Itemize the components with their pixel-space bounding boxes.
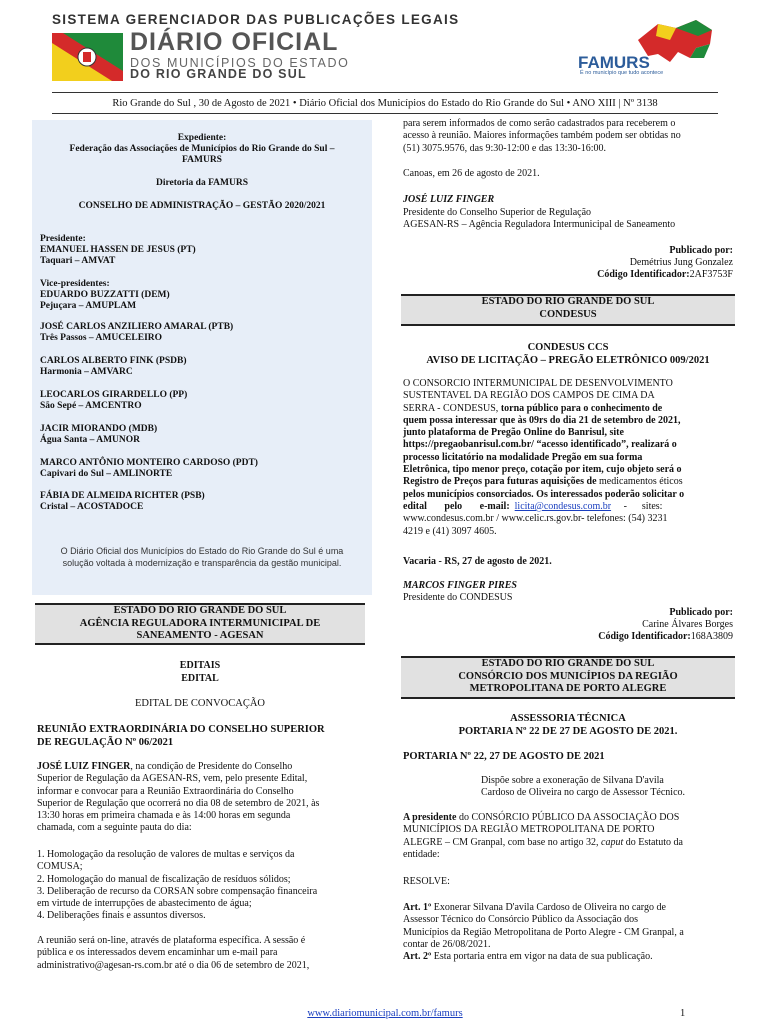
vice-president-place: Pejuçara – AMUPLAM <box>40 301 137 311</box>
convocation-text: Superior de Regulação que ocorrerá no dia 08 de setembro de 2021, às <box>37 797 320 809</box>
vice-president-name: FÁBIA DE ALMEIDA RICHTER (PSB) <box>40 491 205 501</box>
page-number: 1 <box>680 1008 686 1019</box>
preamble-text: MUNICÍPIOS DA REGIÃO METROPOLITANA DE PORTO <box>403 824 655 836</box>
condesus-signatory-role: Presidente do CONDESUS <box>403 592 513 603</box>
cm-granpal-section-header <box>401 656 735 699</box>
summary-text: Dispõe sobre a exoneração de Silvana D'avila <box>481 775 664 786</box>
vice-president-name: JOSÉ CARLOS ANZILIERO AMARAL (PTB) <box>40 322 234 332</box>
agesan-place-date: Canoas, em 26 de agosto de 2021. <box>403 168 540 179</box>
vice-president-name: EDUARDO BUZZATTI (DEM) <box>40 290 170 300</box>
agesan-bar-line-1: ESTADO DO RIO GRANDE DO SUL <box>113 605 287 616</box>
expediente-conselho: CONSELHO DE ADMINISTRAÇÃO – GESTÃO 2020/2021 <box>78 201 326 211</box>
vice-presidents-title: Vice-presidentes: <box>40 279 110 289</box>
expediente-federation: Federação das Associações de Municípios do Rio Grande do Sul – <box>69 144 335 154</box>
convocation-text: 13:30 horas em primeira chamada e às 14:00 horas em segunda <box>37 810 291 822</box>
vice-president-place: Harmonia – AMVARC <box>40 367 133 377</box>
agesan-signatory-org: AGESAN-RS – Agência Reguladora Intermunicipal de Saneamento <box>403 219 676 230</box>
agesan-signatory-name: JOSÉ LUIZ FINGER <box>403 194 495 205</box>
cm-bar-line-1: ESTADO DO RIO GRANDE DO SUL <box>481 658 655 669</box>
notice-text: www.condesus.com.br / www.celic.rs.gov.br- telefones: (54) 3231 <box>403 513 668 525</box>
vice-president-place: São Sepé – AMCENTRO <box>40 401 142 411</box>
agesan-identifier <box>403 269 733 281</box>
vice-president-place: Cristal – ACOSTADOCE <box>40 502 144 512</box>
reuniao-heading-2: DE REGULAÇÃO Nº 06/2021 <box>37 737 174 748</box>
portaria-preamble <box>403 812 733 861</box>
cm-heading-1: ASSESSORIA TÉCNICA <box>510 713 626 724</box>
vice-president-place: Capivari do Sul – AMLINORTE <box>40 469 173 479</box>
agesan-section-header <box>35 603 365 645</box>
header-top-rule <box>52 92 718 93</box>
cm-bar-line-3: METROPOLITANA DE PORTO ALEGRE <box>469 683 667 694</box>
identifier-code: 2AF3753F <box>689 269 733 280</box>
notice-text: SUSTENTAVEL DA REGIÃO DOS CAMPOS DE CIMA DA <box>403 390 655 402</box>
president-name: EMANUEL HASSEN DE JESUS (PT) <box>40 245 196 255</box>
agesan-signatory-role: Presidente do Conselho Superior de Regulação <box>403 207 592 218</box>
agesan-publisher-name: Demétrius Jung Gonzalez <box>629 257 733 268</box>
convocation-text: chamada, com a seguinte pauta do dia: <box>37 822 192 834</box>
portaria-summary <box>481 775 733 800</box>
agesan-published-by-label: Publicado por: <box>669 245 733 256</box>
condesus-place-date: Vacaria - RS, 27 de agosto de 2021. <box>403 556 552 567</box>
notice-text: quem possa interessar que às 09rs do dia 21 de setembro de 2021, <box>403 414 681 426</box>
vice-president-place: Água Santa – AMUNOR <box>40 435 141 445</box>
condesus-heading-1: CONDESUS CCS <box>527 342 609 353</box>
diario-subtitle-2: DO RIO GRANDE DO SUL <box>130 67 307 81</box>
notice-text: SERRA - CONDESUS, <box>403 402 501 414</box>
condesus-bar-line-2: CONDESUS <box>539 308 597 320</box>
vice-president-name: CARLOS ALBERTO FINK (PSDB) <box>40 356 187 366</box>
resolve-label: RESOLVE: <box>403 876 450 887</box>
article-text: Exonerar Silvana D'avila Cardoso de Oliveira no cargo de <box>431 902 666 913</box>
condesus-publisher-name: Carine Álvares Borges <box>642 619 733 630</box>
president-place: Taquari – AMVAT <box>40 256 116 266</box>
diario-title: DIÁRIO OFICIAL <box>130 28 339 56</box>
agesan-bar-line-3: SANEAMENTO - AGESAN <box>136 630 264 641</box>
identifier-label: Código Identificador: <box>597 269 690 280</box>
famurs-tagline: É no município que tudo acontece <box>580 70 664 76</box>
agesan-bar-line-2: AGÊNCIA REGULADORA INTERMUNICIPAL DE <box>79 617 321 629</box>
preamble-text: A presidente <box>403 812 457 823</box>
agenda-item: COMUSA; <box>37 861 83 873</box>
continuation-text: acesso à reunião. Maiores informações também podem ser obtidas no <box>403 130 681 142</box>
agenda-item: em virtude de interrupções de abastecimento de água; <box>37 898 252 910</box>
vice-president-place: Três Passos – AMUCELEIRO <box>40 333 163 343</box>
diario-note-2: solução voltada à modernização e transparência da gestão municipal. <box>62 558 342 568</box>
notice-text: pelos municípios consorciados. Os interessados poderão solicitar o <box>403 488 685 500</box>
continuation-text: para serem informados de como serão cadastrados para receberem o <box>403 118 676 129</box>
preamble-text: entidade: <box>403 848 440 860</box>
cm-bar-line-2: CONSÓRCIO DOS MUNICÍPIOS DA REGIÃO <box>458 670 678 682</box>
meeting-text: A reunião será on-line, através de plataforma específica. A sessão é <box>37 935 306 946</box>
preamble-text: do Estatuto da <box>623 836 683 848</box>
article-text: Assessor Técnico do Consórcio Público da Associação dos <box>403 914 639 926</box>
edital-convocacao-heading: EDITAL DE CONVOCAÇÃO <box>134 698 265 709</box>
reuniao-heading-1: REUNIÃO EXTRAORDINÁRIA DO CONSELHO SUPERIOR <box>37 724 325 735</box>
agenda-item: 1. Homologação da resolução de valores de multas e serviços da <box>37 849 295 860</box>
agenda-list <box>37 849 367 923</box>
notice-text: medicamentos éticos <box>599 476 683 488</box>
vice-president-name: JACIR MIORANDO (MDB) <box>40 424 158 434</box>
notice-text: - sites: <box>611 500 663 512</box>
notice-text: edital pelo e-mail: <box>403 500 515 512</box>
condesus-section-header <box>401 294 735 326</box>
identifier-label: Código Identificador: <box>598 631 691 642</box>
article-2 <box>403 951 733 963</box>
expediente-box <box>32 120 372 595</box>
article-text: contar de 26/08/2021. <box>403 938 491 950</box>
preamble-text: ALEGRE – CM Granpal, com base no artigo 32, <box>403 836 602 848</box>
famurs-name: FAMURS <box>578 53 650 72</box>
diario-subtitle-1: DOS MUNICÍPIOS DO ESTADO <box>130 56 350 70</box>
convocation-president-name: JOSÉ LUIZ FINGER <box>37 761 131 772</box>
expediente-famurs: FAMURS <box>182 155 222 165</box>
notice-text: torna público para o conhecimento de <box>500 402 663 414</box>
dateline: Rio Grande do Sul , 30 de Agosto de 2021 • Diário Oficial dos Municípios do Estado do Rio Grande do Sul • ANO XIII | Nº 3138 <box>112 98 658 109</box>
agenda-item: 3. Deliberação de recurso da CORSAN sobre compensação financeira <box>37 885 318 897</box>
agenda-item: 2. Homologação do manual de fiscalização de resíduos sólidos; <box>37 873 291 885</box>
summary-text: Cardoso de Oliveira no cargo de Assessor Técnico. <box>481 787 686 799</box>
notice-text: processo licitatório na modalidade Pregão em sua forma <box>403 451 643 463</box>
notice-text: Registro de Preços para futuras aquisições de <box>403 476 600 488</box>
article-label: Art. 2º <box>403 951 432 962</box>
article-text: Esta portaria entra em vigor na data de sua publicação. <box>431 951 653 962</box>
agesan-continuation <box>403 118 733 155</box>
notice-text: 4219 e (41) 3097 4605. <box>403 525 497 537</box>
notice-text: Eletrônica, tipo menor preço, cotação por item, cujo objeto será o <box>403 464 682 476</box>
vice-president-name: LEOCARLOS GIRARDELLO (PP) <box>40 390 188 400</box>
agenda-item: 4. Deliberações finais e assuntos diversos. <box>37 910 206 922</box>
meeting-online-paragraph <box>37 935 367 972</box>
edital-heading: EDITAL <box>181 673 219 684</box>
article-text: Municípios da Região Metropolitana de Porto Alegre - CM Granpal, a <box>403 926 684 938</box>
condesus-heading-2: AVISO DE LICITAÇÃO – PREGÃO ELETRÔNICO 009/2021 <box>426 355 710 366</box>
notice-text: junto plataforma de Pregão Online do Banrisul, site <box>403 427 624 439</box>
notice-text: O CONSORCIO INTERMUNICIPAL DE DESENVOLVIMENTO <box>403 378 673 389</box>
editais-heading: EDITAIS <box>179 660 221 671</box>
footer <box>0 1008 770 1019</box>
rs-flag-logo <box>52 33 123 81</box>
condesus-bar-line-1: ESTADO DO RIO GRANDE DO SUL <box>481 296 655 307</box>
meeting-text: administrativo@agesan-rs.com.br até o dia 06 de setembro de 2021, <box>37 959 310 971</box>
preamble-text: caput <box>601 836 624 848</box>
footer-link[interactable]: www.diariomunicipal.com.br/famurs <box>307 1008 463 1019</box>
condesus-published-by-label: Publicado por: <box>669 607 733 618</box>
expediente-label: Expediente: <box>177 133 227 143</box>
condesus-signatory-name: MARCOS FINGER PIRES <box>403 580 517 591</box>
portaria-title: PORTARIA Nº 22, 27 DE AGOSTO DE 2021 <box>403 751 605 762</box>
cm-heading-2: PORTARIA Nº 22 DE 27 DE AGOSTO DE 2021. <box>458 726 678 737</box>
expediente-diretoria: Diretoria da FAMURS <box>156 178 248 188</box>
meeting-text: pública e os interessados devem encaminhar um e-mail para <box>37 947 278 959</box>
diario-note-1: O Diário Oficial dos Municípios do Estado do Rio Grande do Sul é uma <box>60 546 344 556</box>
convocation-text: informar e convocar para a Reunião Extraordinária do Conselho <box>37 785 294 797</box>
convocation-text: , na condição de Presidente do Conselho <box>130 761 293 772</box>
condesus-identifier <box>403 631 733 643</box>
article-1 <box>403 902 733 951</box>
system-title: SISTEMA GERENCIADOR DAS PUBLICAÇÕES LEGAIS <box>52 12 460 27</box>
vice-president-name: MARCO ANTÔNIO MONTEIRO CARDOSO (PDT) <box>40 458 258 468</box>
header-bottom-rule <box>52 113 718 114</box>
condesus-notice-paragraph <box>403 378 733 538</box>
email-link[interactable]: licita@condesus.com.br <box>514 500 612 512</box>
notice-text: https://pregaobanrisul.com.br/ “acesso identificado”, realizará o <box>403 439 677 451</box>
preamble-text: do CONSÓRCIO PÚBLICO DA ASSOCIAÇÃO DOS <box>456 812 680 823</box>
article-label: Art. 1º <box>403 902 432 913</box>
continuation-text: (51) 3075.9576, das 9:30-12:00 e das 13:30-16:00. <box>403 142 607 154</box>
president-title: Presidente: <box>40 234 86 244</box>
convocation-paragraph <box>37 761 367 835</box>
identifier-code: 168A3809 <box>690 631 733 642</box>
convocation-text: Superior de Regulação da AGESAN-RS, vem, pelo presente Edital, <box>37 773 308 785</box>
